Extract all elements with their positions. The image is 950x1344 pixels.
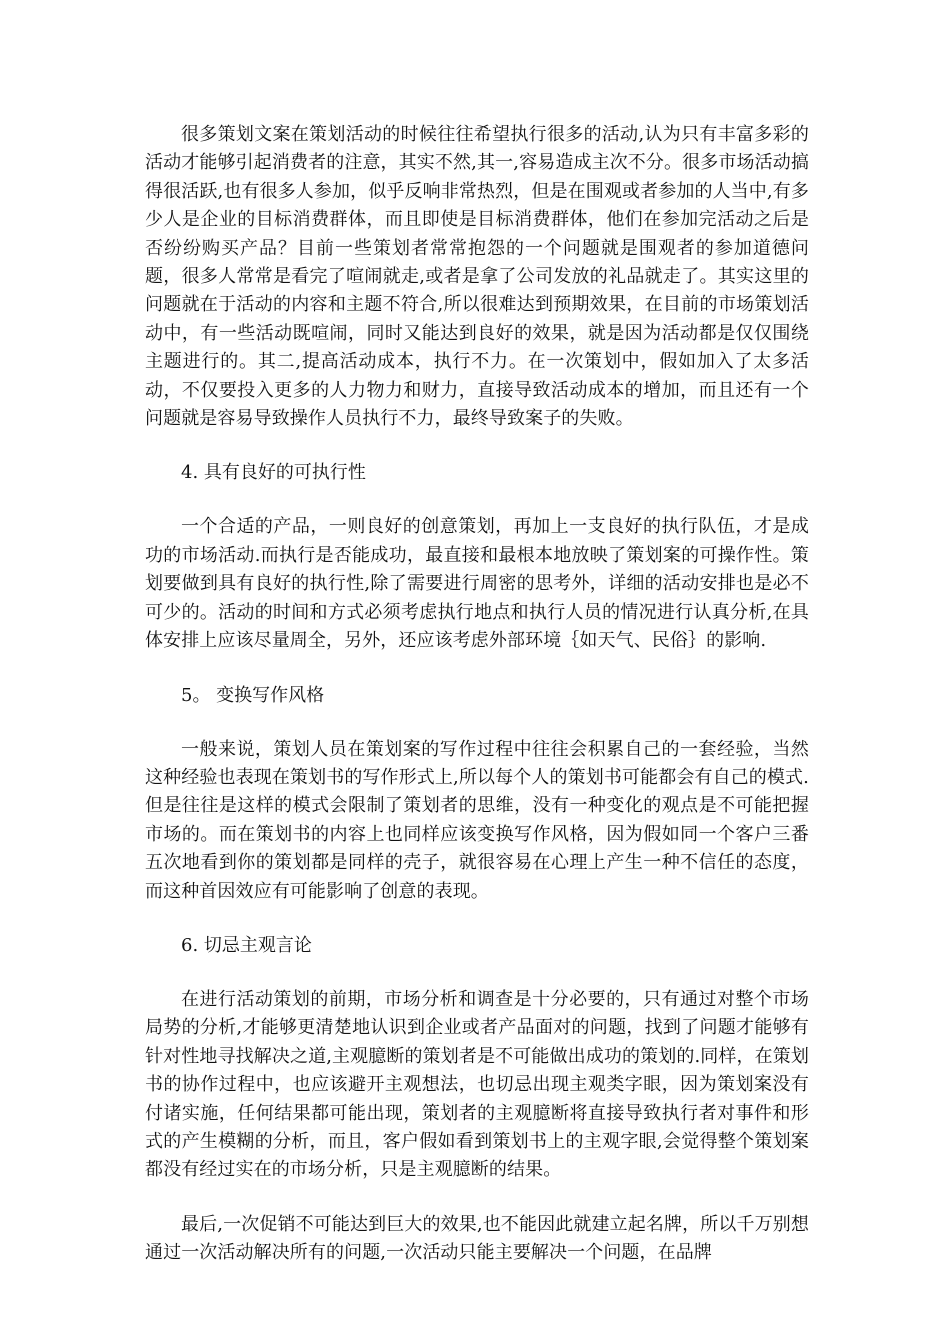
section-heading-6: 6. 切忌主观言论	[181, 934, 312, 956]
paragraph-subjective-remarks: 在进行活动策划的前期，市场分析和调查是十分必要的，只有通过对整个市场局势的分析,才能够更清楚地认识到企业或者产品面对的问题，找到了问题才能够有针对性地寻找解决之道,主观臆断的策划者是不可能做出成功的策划的.同样，在策划书的协作过程中，也应该避开主观想法，也切忌出现主观类字眼，因为策划案没有付诸实施，任何结果都可能出现，策划者的主观臆断将直接导致执行者对事件和形式的产生模糊的分析，而且，客户假如看到策划书上的主观字眼,会觉得整个策划案都没有经过实在的市场分析，只是主观臆断的结果。	[145, 988, 809, 1181]
paragraph-writing-style: 一般来说，策划人员在策划案的写作过程中往往会积累自己的一套经验，当然这种经验也表现在策划书的写作形式上,所以每个人的策划书可能都会有自己的模式.但是往往是这样的模式会限制了策划者的思维，没有一种变化的观点是不可能把握市场的。而在策划书的内容上也同样应该变换写作风格，因为假如同一个客户三番五次地看到你的策划都是同样的壳子，就很容易在心理上产生一种不信任的态度，而这种首因效应有可能影响了创意的表现。	[145, 738, 809, 902]
paragraph-conclusion: 最后,一次促销不可能达到巨大的效果,也不能因此就建立起名牌，所以千万别想通过一次活动解决所有的问题,一次活动只能主要解决一个问题，在品牌	[145, 1213, 809, 1264]
paragraph-too-many-activities: 很多策划文案在策划活动的时候往往希望执行很多的活动,认为只有丰富多彩的活动才能够引起消费者的注意，其实不然,其一,容易造成主次不分。很多市场活动搞得很活跃,也有很多人参加，似乎反响非常热烈，但是在围观或者参加的人当中,有多少人是企业的目标消费群体，而且即使是目标消费群体，他们在参加完活动之后是否纷纷购买产品？目前一些策划者常常抱怨的一个问题就是围观者的参加道德问题，很多人常常是看完了喧闹就走,或者是拿了公司发放的礼品就走了。其实这里的问题就在于活动的内容和主题不符合,所以很难达到预期效果，在目前的市场策划活动中，有一些活动既喧闹，同时又能达到良好的效果，就是因为活动都是仅仅围绕主题进行的。其二,提高活动成本，执行不力。在一次策划中，假如加入了太多活动，不仅要投入更多的人力物力和财力，直接导致活动成本的增加，而且还有一个问题就是容易导致操作人员执行不力，最终导致案子的失败。	[145, 124, 809, 430]
document-page	[145, 121, 809, 1268]
section-heading-5: 5。 变换写作风格	[181, 684, 325, 706]
section-heading-4: 4. 具有良好的可执行性	[181, 462, 366, 484]
paragraph-executability: 一个合适的产品，一则良好的创意策划，再加上一支良好的执行队伍，才是成功的市场活动.而执行是否能成功，最直接和最根本地放映了策划案的可操作性。策划要做到具有良好的执行性,除了需要进行周密的思考外，详细的活动安排也是必不可少的。活动的时间和方式必须考虑执行地点和执行人员的情况进行认真分析,在具体安排上应该尽量周全，另外，还应该考虑外部环境｛如天气、民俗｝的影响.	[145, 516, 809, 652]
